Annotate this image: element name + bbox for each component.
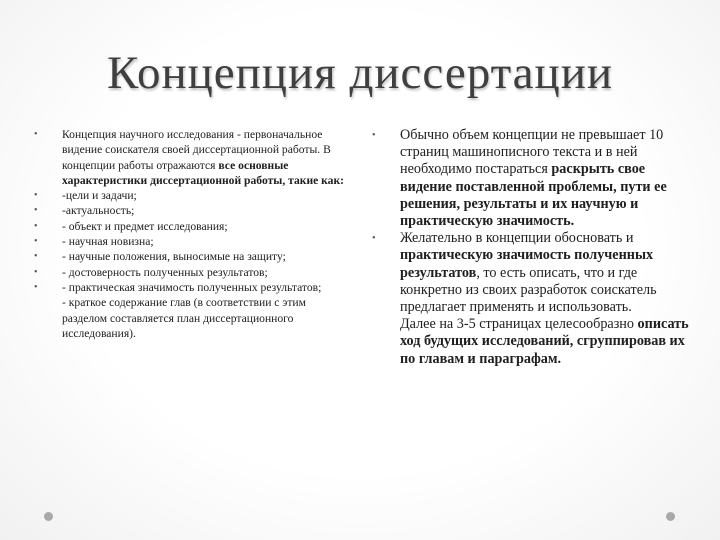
right-list-item — [362, 316, 700, 368]
bullet-icon: • — [34, 266, 38, 278]
left-corner-dot — [44, 512, 53, 521]
text: Концепция научного исследования - первоначальное видение соискателя своей диссертационной работы. В концепции работы отражаются — [62, 128, 331, 172]
bullet-icon: • — [34, 236, 38, 248]
text: Обычно объем концепции не превышает 10 страниц машинописного текста и в ней необходимо постараться — [400, 127, 664, 178]
right-list-item — [362, 127, 700, 230]
text: - краткое содержание глав (в соответствии с этим разделом составляется план диссертационного исследования). — [62, 296, 306, 340]
left-list-item — [24, 219, 344, 234]
text: - достоверность полученных результатов; — [62, 265, 268, 279]
bold-text: практическую значимость полученных результатов — [400, 247, 654, 281]
bullet-icon: • — [372, 130, 376, 141]
bullet-icon: • — [34, 129, 38, 140]
text: - научная новизна; — [62, 235, 154, 249]
right-column — [362, 127, 700, 368]
bullet-icon: • — [34, 205, 38, 217]
right-bullet-list — [362, 127, 700, 368]
bullet-icon: • — [34, 281, 38, 293]
text: -актуальность; — [62, 204, 135, 218]
bullet-icon: • — [34, 251, 38, 263]
text: - практическая значимость полученных результатов; — [62, 280, 322, 294]
text: - объект и предмет исследования; — [62, 219, 228, 233]
bullet-icon: • — [34, 190, 38, 202]
text: Далее на 3-5 страницах целесообразно — [400, 316, 638, 333]
left-list-item — [24, 127, 344, 188]
right-corner-dot — [666, 512, 675, 521]
text: , то есть описать, что и где конкретно из своих разработок соискатель предлагает применять и использовать. — [400, 264, 657, 316]
right-list-item — [362, 230, 700, 316]
bullet-icon: • — [372, 233, 376, 245]
slide-title: Концепция диссертации — [106, 47, 614, 99]
text: -цели и задачи; — [62, 189, 137, 203]
left-bullet-list — [24, 127, 344, 341]
bold-text: все основные характеристики диссертационной работы, такие как: — [62, 158, 345, 187]
left-list-item — [24, 203, 344, 218]
bold-text: раскрыть свое видение поставленной проблемы, пути ее решения, результаты и их научную и практическую значимость. — [400, 161, 667, 230]
left-list-item — [24, 249, 344, 264]
text: - научные положения, выносимые на защиту; — [62, 250, 286, 264]
text: Желательно в концепции обосновать и — [400, 230, 634, 247]
left-list-item — [24, 234, 344, 249]
bullet-icon: • — [34, 220, 38, 232]
left-list-item — [24, 265, 344, 280]
left-list-item — [24, 280, 344, 295]
left-column — [24, 127, 344, 341]
left-list-item — [24, 188, 344, 203]
left-list-item — [24, 295, 344, 341]
bold-text: описать ход будущих исследований, сгруппировав их по главам и параграфам. — [400, 316, 689, 367]
